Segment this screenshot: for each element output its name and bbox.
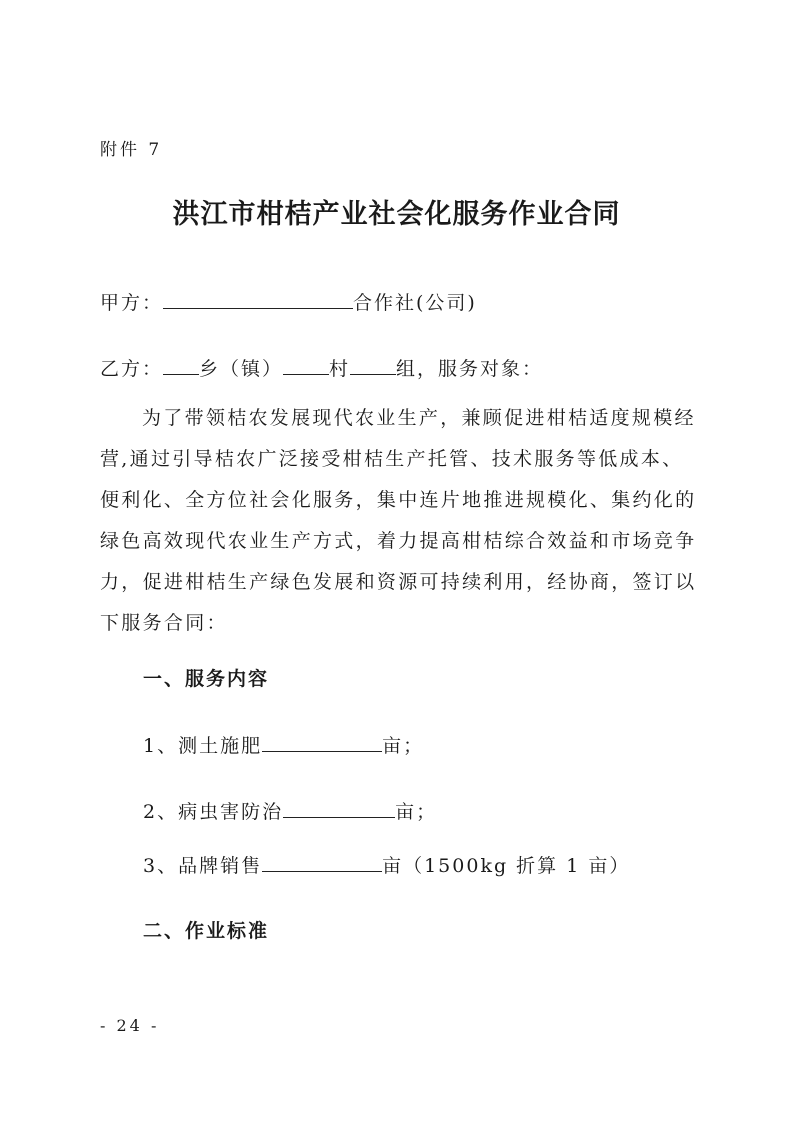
party-a-blank[interactable]	[163, 290, 353, 309]
attachment-label: 附件 7	[100, 140, 163, 160]
group-label: 组，服务对象：	[396, 358, 544, 380]
service-item	[143, 851, 630, 878]
service-item-blank[interactable]	[262, 733, 382, 752]
page-number: - 24 -	[100, 1016, 160, 1035]
intro-line: 下服务合同：	[100, 612, 228, 634]
party-a-line	[100, 288, 477, 315]
intro-line: 便利化、全方位社会化服务，集中连片地推进规模化、集约化的	[100, 489, 697, 511]
service-item	[143, 731, 424, 758]
party-b-line	[100, 354, 543, 381]
service-item-blank[interactable]	[262, 853, 382, 872]
village-blank[interactable]	[283, 356, 329, 375]
party-a-label: 甲方：	[100, 292, 164, 314]
service-item	[143, 797, 437, 824]
township-blank[interactable]	[163, 356, 199, 375]
intro-line: 力，促进柑桔生产绿色发展和资源可持续利用，经协商，签订以	[100, 571, 697, 593]
section-heading-work-standard: 二、作业标准	[143, 920, 270, 942]
service-item-unit: 亩；	[382, 735, 425, 757]
village-label: 村	[329, 358, 351, 380]
service-item-blank[interactable]	[283, 799, 395, 818]
service-item-unit: 亩；	[395, 801, 438, 823]
intro-line: 为了带领桔农发展现代农业生产，兼顾促进柑桔适度规模经	[142, 407, 696, 429]
intro-paragraph	[100, 398, 700, 644]
party-a-suffix: 合作社(公司)	[353, 292, 477, 314]
service-item-unit: 亩（1500kg 折算 1 亩）	[382, 855, 631, 877]
party-b-label: 乙方：	[100, 358, 164, 380]
section-heading-service-content: 一、服务内容	[143, 668, 270, 690]
service-item-label: 3、品牌销售	[143, 855, 263, 877]
service-item-label: 1、测土施肥	[143, 735, 263, 757]
group-blank[interactable]	[350, 356, 396, 375]
intro-line: 绿色高效现代农业生产方式，着力提高柑桔综合效益和市场竞争	[100, 530, 697, 552]
document-title: 洪江市柑桔产业社会化服务作业合同	[172, 199, 621, 230]
intro-line: 营,通过引导桔农广泛接受柑桔生产托管、技术服务等低成本、	[100, 448, 684, 470]
township-label: 乡（镇）	[199, 358, 284, 380]
service-item-label: 2、病虫害防治	[143, 801, 284, 823]
